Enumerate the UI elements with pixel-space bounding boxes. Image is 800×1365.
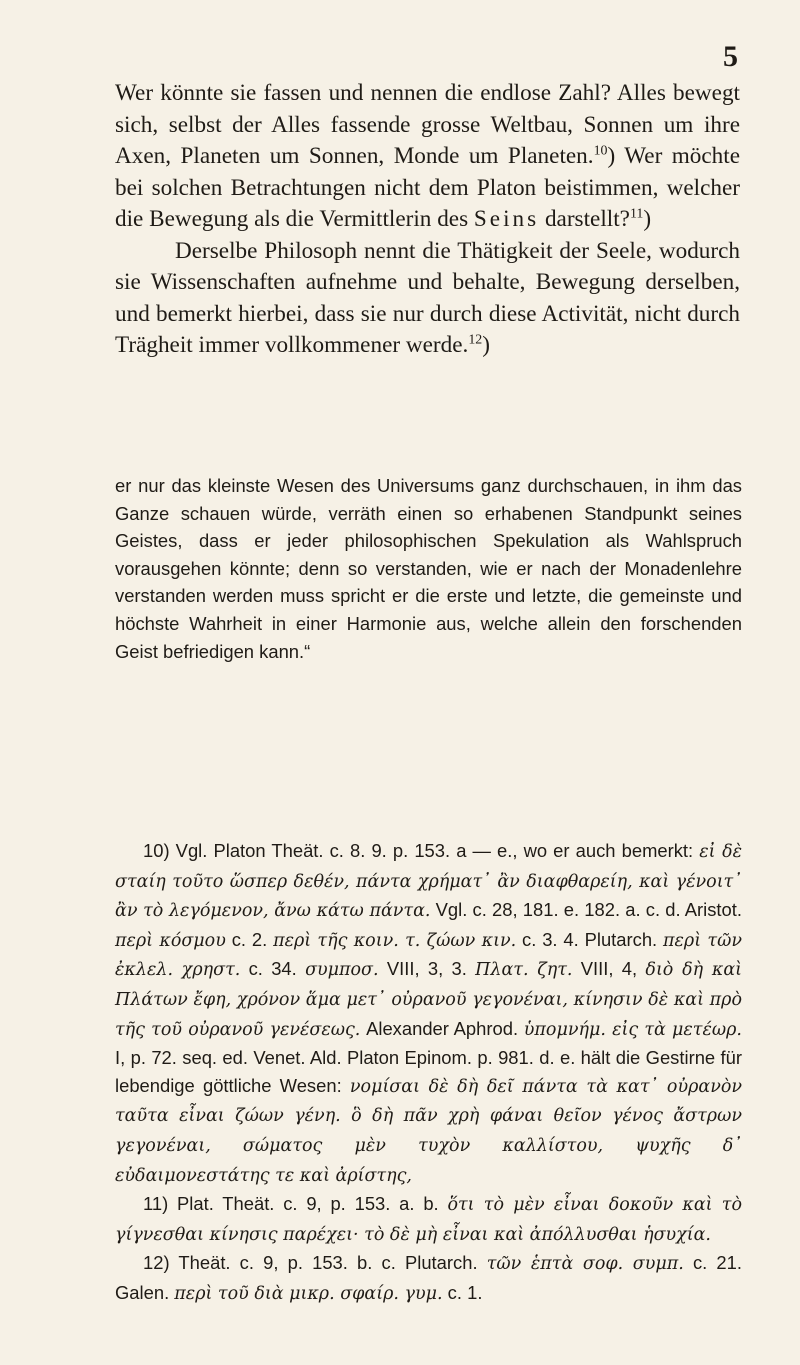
quote-text: er nur das kleinste Wesen des Universums ganz durchschauen, in ihm das Ganze schauen würde, verräth einen so erhabenen Standpunkt seines Geistes, dass er jeder philosophischen Spekulation als Wahlspruch vorausgehen könnte; denn so verstanden, wie er nach der Monadenlehre verstanden werden muss spricht er die erste und letzte, die gemeinste und höchste Wahrheit in einer Harmonie aus, welche allein den forschenden Geist befriedigen kann.“ bbox=[115, 475, 742, 662]
footnote-ref-12: 12 bbox=[468, 332, 483, 348]
footnote-ref-11: 11 bbox=[629, 206, 644, 222]
footnote-11: 11) Plat. Theät. c. 9, p. 153. a. b. ὅτι τὸ μὲν εἶναι δοκοῦν καὶ τὸ γίγνεσθαι κίνησις παρέχει· τὸ δὲ μὴ εἶναι καὶ ἀπόλλυσθαι ἡσυχία. bbox=[115, 1193, 742, 1245]
page-number: 5 bbox=[723, 40, 738, 73]
paragraph-1: Wer könnte sie fassen und nennen die endlose Zahl? Alles bewegt sich, selbst der Alles fassende grosse Weltbau, Sonnen um ihre Axen, Planeten um Sonnen, Monde um Planeten.$^{10}$) Wer möchte bei solchen Betrachtungen nicht dem Platon beistimmen, welcher die Bewegung als die Vermittlerin des Seins darstellt?$^{11}$) bbox=[115, 80, 740, 232]
main-text bbox=[115, 78, 740, 362]
quoted-passage bbox=[115, 472, 742, 665]
footnote-10: 10) Vgl. Platon Theät. c. 8. 9. p. 153. a — e., wo er auch bemerkt: εἰ δὲ σταίη τοῦτο ὥσπερ δεθέν, πάντα χρήματ᾽ ἂν διαφθαρείη, καὶ γένοιτ᾽ ἂν τὸ λεγόμενον, ἄνω κάτω πάντα. Vgl. c. 28, 181. e. 182. a. c. d. Aristot. περὶ κόσμου c. 2. περὶ τῆς κοιν. τ. ζώων κιν. c. 3. 4. Plutarch. περὶ τῶν ἐκλελ. χρηστ. c. 34. συμποσ. VIII, 3, 3. Πλατ. ζητ. VIII, 4, διὸ δὴ καὶ Πλάτων ἔφη, χρόνον ἅμα μετ᾽ οὐρανοῦ γεγονέναι, κίνησιν δὲ καὶ πρὸ τῆς τοῦ οὐρανοῦ γενέσεως. Alexander Aphrod. ὑπομνήμ. εἰς τὰ μετέωρ. I, p. 72. seq. ed. Venet. Ald. Platon Epinom. p. 981. d. e. hält die Gestirne für lebendige göttliche Wesen: νομίσαι δὲ δὴ δεῖ πάντα τὰ κατ᾽ οὐρανὸν ταῦτα εἶναι ζώων γένη. ὃ δὴ πᾶν χρὴ φάναι θεῖον γένος ἄστρων γεγονέναι, σώματος μὲν τυχὸν καλλίστου, ψυχῆς δ᾽ εὐδαιμονεστάτης τε καὶ ἀρίστης, bbox=[115, 840, 743, 1186]
footnotes bbox=[115, 837, 742, 1309]
footnote-ref-10: 10 bbox=[593, 143, 608, 159]
footnote-12: 12) Theät. c. 9, p. 153. b. c. Plutarch. τῶν ἑπτὰ σοφ. συμπ. c. 21. Galen. περὶ τοῦ διὰ μικρ. σφαίρ. γυμ. c. 1. bbox=[115, 1252, 742, 1304]
paragraph-2: Derselbe Philosoph nennt die Thätigkeit der Seele, wodurch sie Wissenschaften aufnehme und behalte, Bewegung derselben, und bemerkt hierbei, dass sie nur durch diese Activität, nicht durch Trägheit immer vollkommener werde.$^{12}$) bbox=[115, 237, 740, 358]
emphasized-word: Seins bbox=[473, 206, 540, 232]
